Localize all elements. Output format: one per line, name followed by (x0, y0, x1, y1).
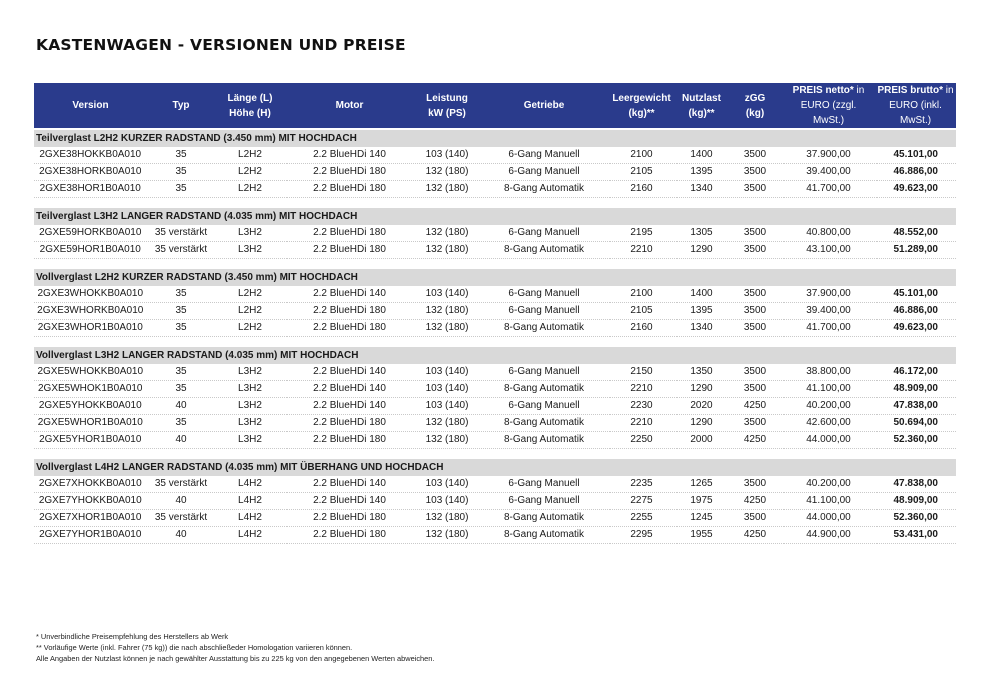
cell-netto: 38.800,00 (782, 364, 875, 381)
header-motor-label: Motor (335, 100, 364, 111)
cell-leistung: 132 (180) (414, 527, 480, 544)
header-version (34, 83, 147, 128)
section-spacer (34, 198, 956, 209)
cell-lh: L3H2 (215, 364, 285, 381)
cell-brutto: 47.838,00 (875, 476, 956, 493)
cell-typ: 35 (147, 164, 215, 181)
cell-brutto: 46.886,00 (875, 164, 956, 181)
cell-leistung: 103 (140) (414, 381, 480, 398)
cell-motor: 2.2 BlueHDi 180 (285, 303, 414, 320)
cell-brutto: 48.909,00 (875, 381, 956, 398)
cell-leergewicht: 2275 (608, 493, 675, 510)
table-row (34, 493, 956, 510)
footnotes (36, 631, 434, 664)
cell-leistung: 132 (180) (414, 164, 480, 181)
section-header-row (34, 459, 956, 476)
header-laenge-hoehe (215, 83, 285, 128)
table-row (34, 364, 956, 381)
cell-leergewicht: 2210 (608, 415, 675, 432)
cell-netto: 42.600,00 (782, 415, 875, 432)
cell-netto: 44.000,00 (782, 510, 875, 527)
cell-nutzlast: 2020 (675, 398, 728, 415)
cell-version: 2GXE38HOKKB0A010 (34, 147, 147, 164)
header-leistung-unit: kW (PS) (428, 107, 466, 119)
cell-brutto: 50.694,00 (875, 415, 956, 432)
cell-typ: 35 (147, 415, 215, 432)
cell-getriebe: 6-Gang Manuell (480, 476, 608, 493)
cell-leergewicht: 2250 (608, 432, 675, 449)
cell-getriebe: 8-Gang Automatik (480, 432, 608, 449)
cell-nutzlast: 1395 (675, 303, 728, 320)
cell-typ: 40 (147, 527, 215, 544)
section-title: Vollverglast L2H2 KURZER RADSTAND (3.450 mm) MIT HOCHDACH (34, 269, 956, 286)
price-table (34, 83, 956, 544)
cell-leergewicht: 2150 (608, 364, 675, 381)
header-zgg (728, 83, 782, 128)
cell-brutto: 45.101,00 (875, 286, 956, 303)
cell-nutzlast: 1290 (675, 381, 728, 398)
cell-getriebe: 8-Gang Automatik (480, 242, 608, 259)
cell-typ: 35 (147, 320, 215, 337)
cell-motor: 2.2 BlueHDi 180 (285, 432, 414, 449)
section-header-row (34, 208, 956, 225)
table-row (34, 147, 956, 164)
header-zgg-label: zGG (744, 92, 766, 104)
cell-nutzlast: 1245 (675, 510, 728, 527)
cell-zgg: 3500 (728, 476, 782, 493)
cell-netto: 39.400,00 (782, 164, 875, 181)
cell-version: 2GXE5YHOR1B0A010 (34, 432, 147, 449)
cell-zgg: 3500 (728, 415, 782, 432)
cell-version: 2GXE7XHOKKB0A010 (34, 476, 147, 493)
cell-version: 2GXE3WHOR1B0A010 (34, 320, 147, 337)
cell-motor: 2.2 BlueHDi 140 (285, 381, 414, 398)
cell-getriebe: 6-Gang Manuell (480, 286, 608, 303)
header-version-label: Version (72, 100, 109, 111)
cell-lh: L3H2 (215, 398, 285, 415)
cell-zgg: 3500 (728, 286, 782, 303)
header-preis-netto (782, 83, 875, 128)
cell-nutzlast: 1290 (675, 242, 728, 259)
cell-zgg: 4250 (728, 527, 782, 544)
cell-netto: 37.900,00 (782, 286, 875, 303)
cell-getriebe: 8-Gang Automatik (480, 181, 608, 198)
cell-leistung: 132 (180) (414, 242, 480, 259)
cell-version: 2GXE5YHOKKB0A010 (34, 398, 147, 415)
cell-zgg: 4250 (728, 493, 782, 510)
header-netto-in: in (853, 85, 865, 96)
cell-version: 2GXE5WHOKKB0A010 (34, 364, 147, 381)
cell-getriebe: 6-Gang Manuell (480, 398, 608, 415)
cell-motor: 2.2 BlueHDi 140 (285, 147, 414, 164)
cell-version: 2GXE3WHORKB0A010 (34, 303, 147, 320)
cell-leistung: 103 (140) (414, 493, 480, 510)
cell-motor: 2.2 BlueHDi 180 (285, 181, 414, 198)
cell-lh: L3H2 (215, 225, 285, 242)
cell-leistung: 132 (180) (414, 510, 480, 527)
cell-motor: 2.2 BlueHDi 140 (285, 493, 414, 510)
cell-leistung: 132 (180) (414, 415, 480, 432)
header-row (34, 83, 956, 128)
cell-lh: L4H2 (215, 476, 285, 493)
cell-leistung: 103 (140) (414, 364, 480, 381)
header-nutzlast (675, 83, 728, 128)
header-getriebe (480, 83, 608, 128)
cell-leistung: 132 (180) (414, 303, 480, 320)
section-header-row (34, 269, 956, 286)
table-row (34, 476, 956, 493)
cell-leergewicht: 2255 (608, 510, 675, 527)
header-motor (285, 83, 414, 128)
header-leistung (414, 83, 480, 128)
table-row (34, 164, 956, 181)
cell-typ: 35 (147, 364, 215, 381)
footnote-1: * Unverbindliche Preisempfehlung des Herstellers ab Werk (36, 632, 229, 641)
cell-getriebe: 6-Gang Manuell (480, 364, 608, 381)
cell-leergewicht: 2105 (608, 303, 675, 320)
cell-version: 2GXE38HORKB0A010 (34, 164, 147, 181)
cell-nutzlast: 1975 (675, 493, 728, 510)
cell-nutzlast: 1305 (675, 225, 728, 242)
cell-nutzlast: 1400 (675, 147, 728, 164)
table-row (34, 242, 956, 259)
cell-zgg: 3500 (728, 181, 782, 198)
cell-leergewicht: 2100 (608, 286, 675, 303)
table-row (34, 527, 956, 544)
header-brutto-in: in (943, 85, 954, 96)
cell-version: 2GXE59HOR1B0A010 (34, 242, 147, 259)
header-zgg-unit: (kg) (745, 107, 765, 119)
header-leergewicht-label: Leergewicht (612, 92, 671, 104)
cell-lh: L2H2 (215, 147, 285, 164)
cell-nutzlast: 2000 (675, 432, 728, 449)
cell-leergewicht: 2230 (608, 398, 675, 415)
cell-zgg: 3500 (728, 242, 782, 259)
cell-zgg: 3500 (728, 147, 782, 164)
section-title: Vollverglast L3H2 LANGER RADSTAND (4.035 mm) MIT HOCHDACH (34, 347, 956, 364)
cell-leistung: 103 (140) (414, 147, 480, 164)
cell-brutto: 47.838,00 (875, 398, 956, 415)
cell-motor: 2.2 BlueHDi 180 (285, 242, 414, 259)
cell-version: 2GXE7YHOR1B0A010 (34, 527, 147, 544)
cell-typ: 35 verstärkt (147, 476, 215, 493)
cell-brutto: 53.431,00 (875, 527, 956, 544)
cell-zgg: 3500 (728, 164, 782, 181)
header-laenge-label: Länge (L) (227, 92, 273, 104)
cell-typ: 40 (147, 493, 215, 510)
table-row (34, 510, 956, 527)
header-leergewicht-unit: (kg)** (628, 107, 655, 119)
header-typ-label: Typ (172, 100, 190, 111)
cell-leergewicht: 2295 (608, 527, 675, 544)
cell-leergewicht: 2235 (608, 476, 675, 493)
cell-lh: L4H2 (215, 527, 285, 544)
spacer-cell (34, 198, 956, 209)
cell-netto: 41.700,00 (782, 181, 875, 198)
cell-lh: L2H2 (215, 286, 285, 303)
section-header-row (34, 347, 956, 364)
cell-brutto: 48.909,00 (875, 493, 956, 510)
cell-leergewicht: 2195 (608, 225, 675, 242)
cell-lh: L2H2 (215, 181, 285, 198)
cell-typ: 35 verstärkt (147, 510, 215, 527)
header-brutto-label: PREIS brutto* (877, 85, 943, 96)
cell-typ: 35 (147, 303, 215, 320)
cell-version: 2GXE3WHOKKB0A010 (34, 286, 147, 303)
page-title: KASTENWAGEN - VERSIONEN UND PREISE (36, 36, 406, 54)
section-title: Teilverglast L3H2 LANGER RADSTAND (4.035 mm) MIT HOCHDACH (34, 208, 956, 225)
cell-getriebe: 8-Gang Automatik (480, 527, 608, 544)
cell-lh: L3H2 (215, 432, 285, 449)
cell-nutzlast: 1395 (675, 164, 728, 181)
footnote-2: ** Vorläufige Werte (inkl. Fahrer (75 kg)) die nach abschließeder Homologation variieren können. (36, 643, 353, 652)
cell-zgg: 3500 (728, 320, 782, 337)
cell-leergewicht: 2210 (608, 242, 675, 259)
cell-getriebe: 6-Gang Manuell (480, 164, 608, 181)
table-row (34, 320, 956, 337)
cell-motor: 2.2 BlueHDi 140 (285, 286, 414, 303)
cell-nutzlast: 1340 (675, 320, 728, 337)
spacer-cell (34, 449, 956, 460)
footnote-3: Alle Angaben der Nutzlast können je nach gewählter Ausstattung bis zu 225 kg von den angegebenen Werten abweichen. (36, 654, 435, 663)
cell-lh: L3H2 (215, 415, 285, 432)
table-row (34, 415, 956, 432)
cell-leergewicht: 2100 (608, 147, 675, 164)
cell-motor: 2.2 BlueHDi 180 (285, 510, 414, 527)
cell-brutto: 52.360,00 (875, 432, 956, 449)
cell-netto: 44.000,00 (782, 432, 875, 449)
section-header-row (34, 130, 956, 147)
header-hoehe-label: Höhe (H) (229, 107, 271, 119)
cell-motor: 2.2 BlueHDi 180 (285, 415, 414, 432)
cell-motor: 2.2 BlueHDi 180 (285, 225, 414, 242)
cell-typ: 35 (147, 286, 215, 303)
cell-leistung: 103 (140) (414, 476, 480, 493)
cell-leergewicht: 2210 (608, 381, 675, 398)
spacer-cell (34, 259, 956, 270)
cell-lh: L3H2 (215, 381, 285, 398)
spacer-cell (34, 337, 956, 348)
cell-motor: 2.2 BlueHDi 140 (285, 364, 414, 381)
cell-netto: 40.200,00 (782, 398, 875, 415)
cell-motor: 2.2 BlueHDi 140 (285, 476, 414, 493)
cell-zgg: 3500 (728, 303, 782, 320)
cell-leistung: 132 (180) (414, 181, 480, 198)
header-netto-label: PREIS netto* (792, 85, 854, 96)
cell-lh: L2H2 (215, 303, 285, 320)
header-leistung-label: Leistung (426, 92, 468, 104)
cell-brutto: 46.886,00 (875, 303, 956, 320)
header-preis-brutto (875, 83, 956, 128)
cell-leistung: 103 (140) (414, 398, 480, 415)
cell-version: 2GXE5WHOK1B0A010 (34, 381, 147, 398)
cell-version: 2GXE59HORKB0A010 (34, 225, 147, 242)
table-row (34, 381, 956, 398)
cell-lh: L4H2 (215, 510, 285, 527)
cell-typ: 35 (147, 381, 215, 398)
cell-zgg: 3500 (728, 381, 782, 398)
cell-netto: 41.100,00 (782, 493, 875, 510)
cell-lh: L4H2 (215, 493, 285, 510)
cell-brutto: 48.552,00 (875, 225, 956, 242)
cell-version: 2GXE7XHOR1B0A010 (34, 510, 147, 527)
cell-netto: 40.800,00 (782, 225, 875, 242)
cell-netto: 44.900,00 (782, 527, 875, 544)
cell-getriebe: 8-Gang Automatik (480, 415, 608, 432)
cell-netto: 37.900,00 (782, 147, 875, 164)
table-row (34, 181, 956, 198)
cell-brutto: 46.172,00 (875, 364, 956, 381)
cell-nutzlast: 1265 (675, 476, 728, 493)
header-nutzlast-unit: (kg)** (688, 107, 715, 119)
header-nutzlast-label: Nutzlast (682, 92, 721, 104)
cell-brutto: 51.289,00 (875, 242, 956, 259)
cell-zgg: 3500 (728, 510, 782, 527)
section-spacer (34, 259, 956, 270)
cell-typ: 35 verstärkt (147, 242, 215, 259)
cell-lh: L2H2 (215, 320, 285, 337)
cell-netto: 39.400,00 (782, 303, 875, 320)
header-typ (147, 83, 215, 128)
section-spacer (34, 337, 956, 348)
cell-leergewicht: 2160 (608, 181, 675, 198)
cell-version: 2GXE38HOR1B0A010 (34, 181, 147, 198)
cell-nutzlast: 1400 (675, 286, 728, 303)
cell-leistung: 132 (180) (414, 320, 480, 337)
header-getriebe-label: Getriebe (523, 100, 565, 111)
cell-typ: 40 (147, 398, 215, 415)
cell-netto: 41.100,00 (782, 381, 875, 398)
cell-getriebe: 8-Gang Automatik (480, 510, 608, 527)
section-title: Vollverglast L4H2 LANGER RADSTAND (4.035 mm) MIT ÜBERHANG UND HOCHDACH (34, 459, 956, 476)
cell-leergewicht: 2105 (608, 164, 675, 181)
table-row (34, 225, 956, 242)
cell-typ: 35 verstärkt (147, 225, 215, 242)
cell-brutto: 49.623,00 (875, 181, 956, 198)
cell-lh: L2H2 (215, 164, 285, 181)
cell-typ: 35 (147, 147, 215, 164)
header-leergewicht (608, 83, 675, 128)
cell-zgg: 3500 (728, 364, 782, 381)
cell-getriebe: 8-Gang Automatik (480, 320, 608, 337)
cell-zgg: 4250 (728, 432, 782, 449)
cell-netto: 41.700,00 (782, 320, 875, 337)
cell-getriebe: 8-Gang Automatik (480, 381, 608, 398)
cell-getriebe: 6-Gang Manuell (480, 303, 608, 320)
cell-nutzlast: 1340 (675, 181, 728, 198)
table-body (34, 128, 956, 544)
cell-motor: 2.2 BlueHDi 180 (285, 527, 414, 544)
cell-motor: 2.2 BlueHDi 140 (285, 398, 414, 415)
cell-typ: 40 (147, 432, 215, 449)
section-spacer (34, 449, 956, 460)
cell-netto: 43.100,00 (782, 242, 875, 259)
table-row (34, 432, 956, 449)
cell-brutto: 52.360,00 (875, 510, 956, 527)
cell-typ: 35 (147, 181, 215, 198)
section-title: Teilverglast L2H2 KURZER RADSTAND (3.450 mm) MIT HOCHDACH (34, 130, 956, 147)
cell-leergewicht: 2160 (608, 320, 675, 337)
cell-nutzlast: 1955 (675, 527, 728, 544)
cell-netto: 40.200,00 (782, 476, 875, 493)
table-row (34, 303, 956, 320)
cell-leistung: 132 (180) (414, 225, 480, 242)
table-row (34, 398, 956, 415)
cell-version: 2GXE7YHOKKB0A010 (34, 493, 147, 510)
table-row (34, 286, 956, 303)
header-brutto-unit: EURO (inkl. MwSt.) (889, 100, 942, 126)
header-netto-unit: EURO (zzgl. MwSt.) (800, 100, 857, 126)
cell-brutto: 49.623,00 (875, 320, 956, 337)
cell-motor: 2.2 BlueHDi 180 (285, 320, 414, 337)
cell-getriebe: 6-Gang Manuell (480, 225, 608, 242)
cell-nutzlast: 1350 (675, 364, 728, 381)
cell-zgg: 3500 (728, 225, 782, 242)
cell-motor: 2.2 BlueHDi 180 (285, 164, 414, 181)
cell-leistung: 132 (180) (414, 432, 480, 449)
cell-getriebe: 6-Gang Manuell (480, 147, 608, 164)
cell-lh: L3H2 (215, 242, 285, 259)
cell-zgg: 4250 (728, 398, 782, 415)
cell-leistung: 103 (140) (414, 286, 480, 303)
cell-nutzlast: 1290 (675, 415, 728, 432)
cell-brutto: 45.101,00 (875, 147, 956, 164)
cell-getriebe: 6-Gang Manuell (480, 493, 608, 510)
cell-version: 2GXE5WHOR1B0A010 (34, 415, 147, 432)
